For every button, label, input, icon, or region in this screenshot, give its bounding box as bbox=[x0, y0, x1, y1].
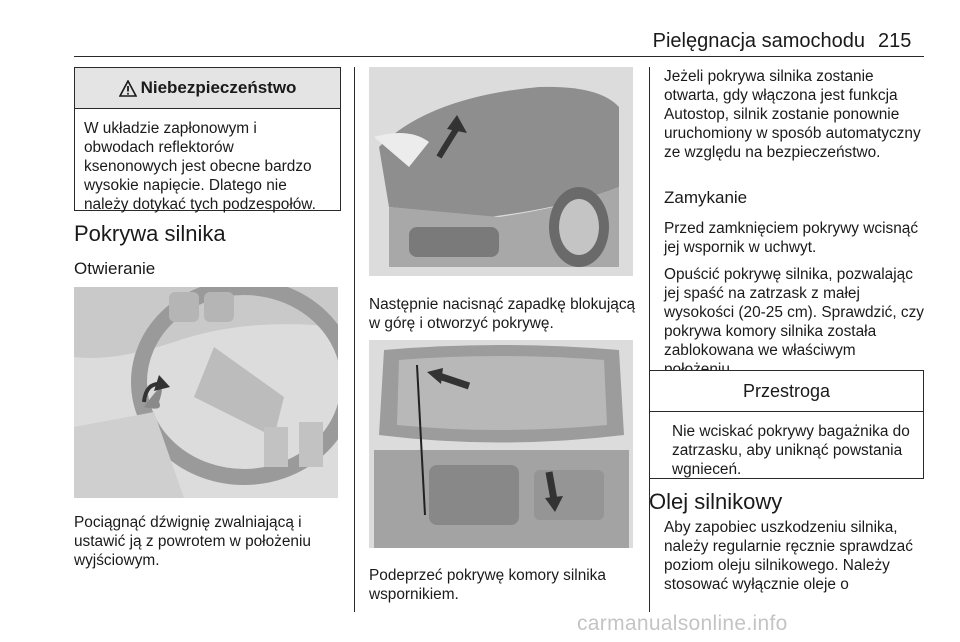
step-release-latch: Następnie nacisnąć zapadkę blokującą w górę i otworzyć pokrywę. bbox=[369, 296, 636, 332]
section-title-hood: Pokrywa silnika bbox=[74, 221, 226, 246]
step-pull-lever: Pociągnąć dźwignię zwalniającą i ustawić ją z powrotem w położeniu wyjściowym. bbox=[74, 514, 311, 569]
caution-box bbox=[649, 370, 924, 479]
subsection-title-opening: Otwieranie bbox=[74, 259, 156, 278]
danger-box bbox=[74, 67, 341, 211]
warning-triangle-icon bbox=[119, 80, 137, 97]
running-header-title: Pielęgnacja samochodu bbox=[652, 30, 865, 52]
column-divider-right bbox=[649, 67, 650, 612]
danger-box-title: Niebezpieczeństwo bbox=[140, 78, 297, 97]
figure-hood-support-rod bbox=[369, 340, 633, 548]
watermark: carmanualsonline.info bbox=[577, 612, 788, 635]
subsection-title-closing: Zamykanie bbox=[664, 188, 748, 207]
closing-paragraph-2: Opuścić pokrywę silnika, pozwalając jej spaść na zatrzask z małej wysokości (20-25 cm). Sprawdzić, czy pokrywa komory silnika została zablokowana we właściwym bbox=[664, 266, 924, 359]
figure-release-lever bbox=[74, 287, 338, 498]
column-divider-left bbox=[354, 67, 355, 612]
danger-box-header bbox=[75, 68, 340, 109]
engine-oil-paragraph: Aby zapobiec uszkodzeniu silnika, należy regularnie ręcznie sprawdzać poziom oleju silnikowego. Należy stosować wyłącznie oleje o bbox=[664, 519, 913, 593]
danger-box-text: W układzie zapłonowym i obwodach reflektorów ksenonowych jest obecne bardzo wysokie napięcie. Dlatego nie należy dotykać tych podzespołów. bbox=[84, 120, 316, 213]
page-number: 215 bbox=[878, 30, 912, 52]
step-support-rod: Podeprzeć pokrywę komory silnika wspornikiem. bbox=[369, 567, 606, 603]
figure-car-hood bbox=[369, 67, 633, 276]
header-divider bbox=[74, 56, 924, 57]
caution-box-text: Nie wciskać pokrywy bagażnika do zatrzasku, aby uniknąć powstania wgnieceń. bbox=[672, 423, 910, 478]
section-title-engine-oil: Olej silnikowy bbox=[649, 489, 783, 514]
autostop-note: Jeżeli pokrywa silnika zostanie otwarta, gdy włączona jest funkcja Autostop, silnik zostanie ponownie uruchomiony w sposób automatyczny ze względu na bezpieczeństwo. bbox=[664, 68, 921, 161]
caution-box-header bbox=[650, 371, 923, 412]
caution-box-title: Przestroga bbox=[742, 380, 831, 401]
closing-paragraph-1: Przed zamknięciem pokrywy wcisnąć jej wspornik w uchwyt. bbox=[664, 220, 919, 256]
